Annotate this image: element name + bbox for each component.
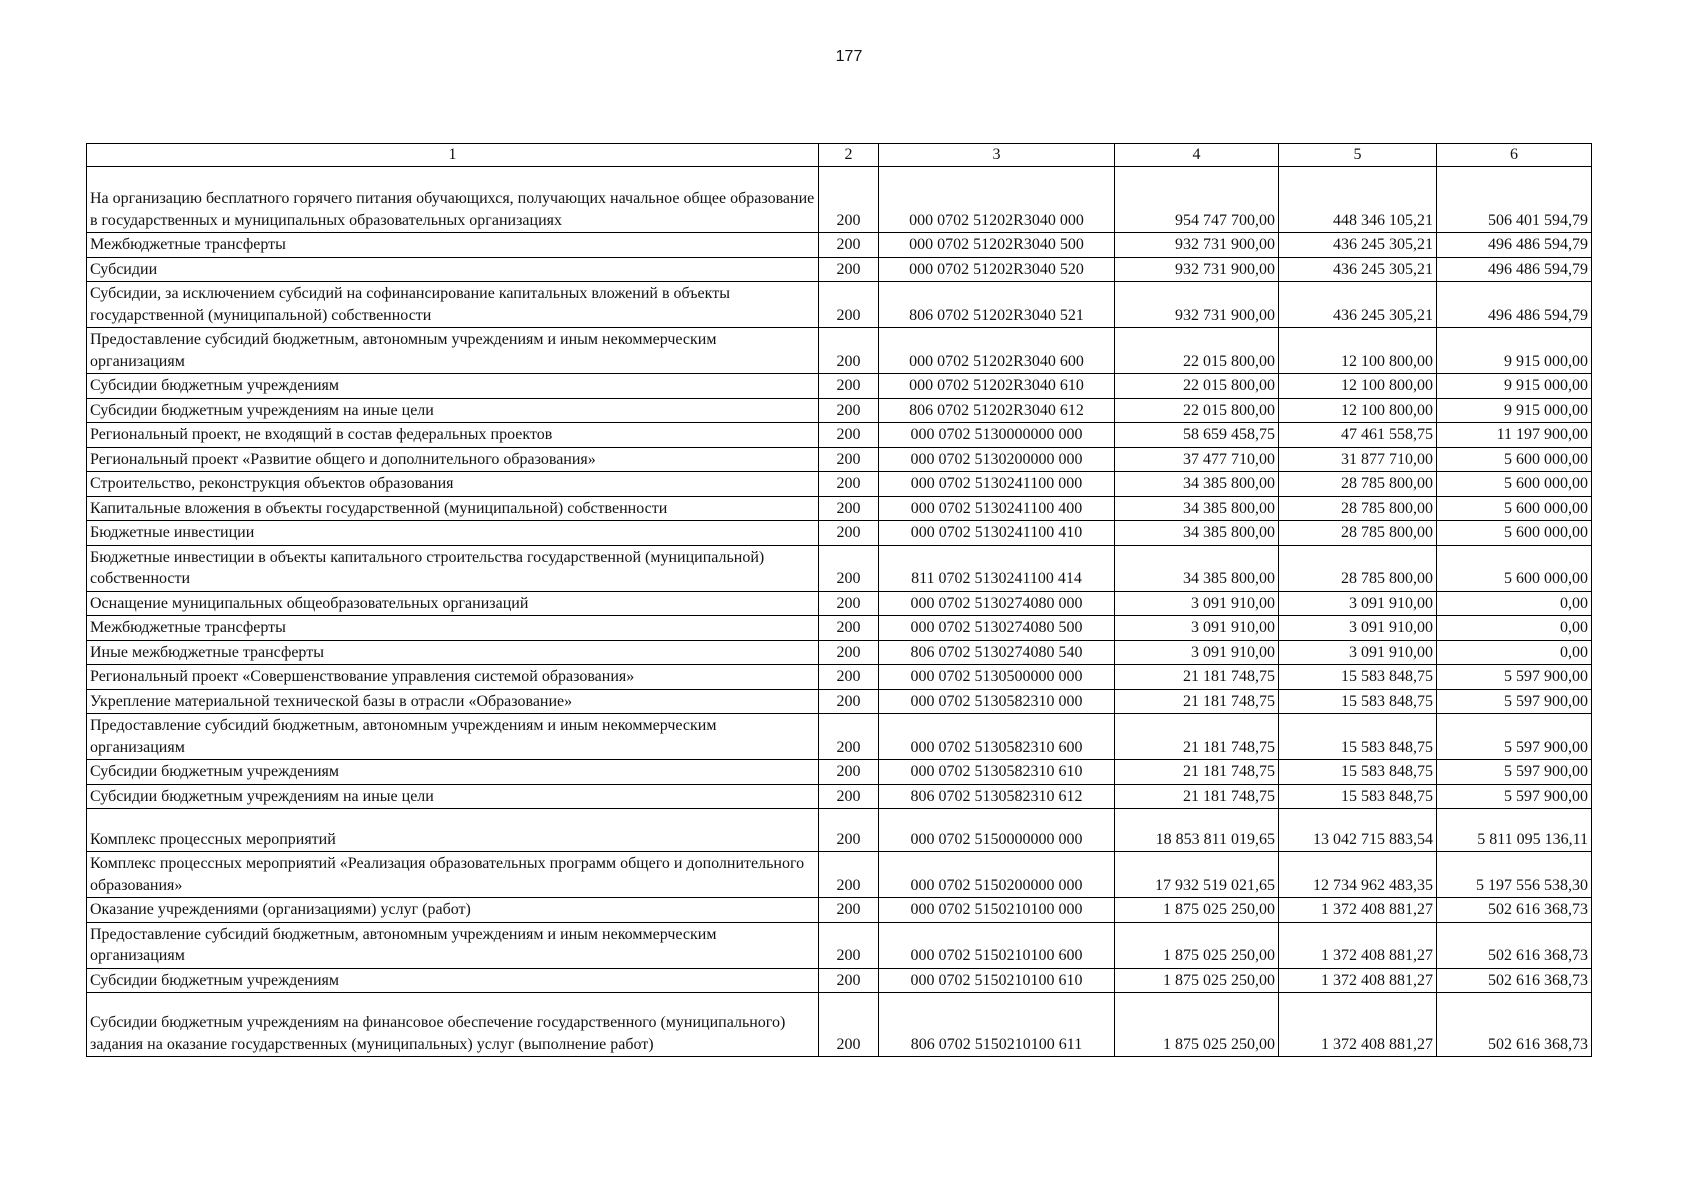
cell-name: Оказание учреждениями (организациями) услуг (работ) [87,898,819,923]
cell-c5: 15 583 848,75 [1279,760,1437,785]
table-row [87,665,1592,690]
cell-c6: 9 915 000,00 [1437,374,1592,399]
cell-code: 811 0702 5130241100 414 [879,545,1115,591]
cell-c6: 5 600 000,00 [1437,521,1592,546]
cell-c4: 932 731 900,00 [1115,233,1279,258]
table-row [87,374,1592,399]
cell-line: 200 [819,852,879,898]
cell-code: 000 0702 5130241100 410 [879,521,1115,546]
cell-name: Субсидии [87,257,819,282]
table-row [87,282,1592,328]
cell-c5: 31 877 710,00 [1279,447,1437,472]
cell-code: 000 0702 5130200000 000 [879,447,1115,472]
cell-line: 200 [819,282,879,328]
cell-c5: 1 372 408 881,27 [1279,968,1437,993]
cell-name: Субсидии, за исключением субсидий на софинансирование капитальных вложений в объекты государственной (муниципальной) собственности [87,282,819,328]
cell-c4: 1 875 025 250,00 [1115,898,1279,923]
cell-name: Иные межбюджетные трансферты [87,640,819,665]
cell-c4: 954 747 700,00 [1115,167,1279,233]
cell-line: 200 [819,447,879,472]
table-row [87,423,1592,448]
cell-c6: 5 597 900,00 [1437,714,1592,760]
budget-table [86,143,1592,1057]
cell-c5: 3 091 910,00 [1279,616,1437,641]
table-row [87,257,1592,282]
cell-code: 806 0702 5150210100 611 [879,993,1115,1057]
cell-c6: 0,00 [1437,616,1592,641]
cell-code: 000 0702 5130274080 000 [879,591,1115,616]
cell-code: 000 0702 51202R3040 500 [879,233,1115,258]
cell-line: 200 [819,640,879,665]
cell-code: 000 0702 5130582310 000 [879,689,1115,714]
cell-name: Межбюджетные трансферты [87,616,819,641]
cell-line: 200 [819,398,879,423]
cell-line: 200 [819,496,879,521]
cell-c4: 3 091 910,00 [1115,591,1279,616]
cell-name: Бюджетные инвестиции [87,521,819,546]
cell-c4: 22 015 800,00 [1115,398,1279,423]
cell-line: 200 [819,545,879,591]
table-row [87,521,1592,546]
cell-c4: 34 385 800,00 [1115,521,1279,546]
table-row [87,328,1592,374]
cell-c4: 34 385 800,00 [1115,472,1279,497]
cell-c4: 18 853 811 019,65 [1115,809,1279,852]
cell-line: 200 [819,521,879,546]
cell-name: Комплекс процессных мероприятий [87,809,819,852]
cell-name: Капитальные вложения в объекты государственной (муниципальной) собственности [87,496,819,521]
cell-code: 000 0702 5150000000 000 [879,809,1115,852]
cell-c4: 17 932 519 021,65 [1115,852,1279,898]
cell-code: 000 0702 51202R3040 000 [879,167,1115,233]
cell-c5: 436 245 305,21 [1279,233,1437,258]
cell-name: Предоставление субсидий бюджетным, автономным учреждениям и иным некоммерческим организациям [87,328,819,374]
cell-c6: 496 486 594,79 [1437,257,1592,282]
cell-c5: 12 100 800,00 [1279,328,1437,374]
cell-c5: 12 100 800,00 [1279,398,1437,423]
cell-c5: 28 785 800,00 [1279,472,1437,497]
table-row [87,898,1592,923]
table-row [87,968,1592,993]
cell-c5: 47 461 558,75 [1279,423,1437,448]
cell-name: Комплекс процессных мероприятий «Реализация образовательных программ общего и дополнительного образования» [87,852,819,898]
cell-line: 200 [819,167,879,233]
cell-line: 200 [819,257,879,282]
cell-code: 000 0702 5130241100 400 [879,496,1115,521]
cell-c6: 9 915 000,00 [1437,398,1592,423]
cell-name: Бюджетные инвестиции в объекты капитального строительства государственной (муниципальной) собственности [87,545,819,591]
cell-c6: 11 197 900,00 [1437,423,1592,448]
cell-line: 200 [819,591,879,616]
cell-code: 000 0702 5130274080 500 [879,616,1115,641]
cell-code: 000 0702 5130582310 600 [879,714,1115,760]
cell-c6: 5 600 000,00 [1437,447,1592,472]
cell-c6: 502 616 368,73 [1437,968,1592,993]
cell-c4: 22 015 800,00 [1115,374,1279,399]
cell-c6: 502 616 368,73 [1437,922,1592,968]
cell-name: Региональный проект «Развитие общего и дополнительного образования» [87,447,819,472]
cell-c6: 5 600 000,00 [1437,472,1592,497]
column-header: 6 [1437,144,1592,167]
cell-c6: 502 616 368,73 [1437,993,1592,1057]
cell-c5: 436 245 305,21 [1279,282,1437,328]
cell-name: Субсидии бюджетным учреждениям на иные цели [87,784,819,809]
cell-c6: 5 811 095 136,11 [1437,809,1592,852]
table-row [87,640,1592,665]
cell-line: 200 [819,689,879,714]
cell-c4: 1 875 025 250,00 [1115,968,1279,993]
cell-c4: 34 385 800,00 [1115,545,1279,591]
cell-code: 000 0702 5130000000 000 [879,423,1115,448]
cell-name: Субсидии бюджетным учреждениям на иные цели [87,398,819,423]
table-row [87,689,1592,714]
cell-c5: 12 100 800,00 [1279,374,1437,399]
cell-c6: 5 597 900,00 [1437,760,1592,785]
cell-c4: 21 181 748,75 [1115,784,1279,809]
table-row [87,993,1592,1057]
cell-c5: 436 245 305,21 [1279,257,1437,282]
cell-line: 200 [819,968,879,993]
cell-name: Региональный проект, не входящий в состав федеральных проектов [87,423,819,448]
cell-code: 000 0702 5130582310 610 [879,760,1115,785]
cell-c4: 22 015 800,00 [1115,328,1279,374]
table-row [87,545,1592,591]
cell-c4: 21 181 748,75 [1115,665,1279,690]
cell-c6: 496 486 594,79 [1437,233,1592,258]
table-row [87,167,1592,233]
cell-line: 200 [819,760,879,785]
cell-c4: 932 731 900,00 [1115,257,1279,282]
table-row [87,496,1592,521]
cell-c4: 21 181 748,75 [1115,714,1279,760]
header-row [87,144,1592,167]
cell-c6: 5 597 900,00 [1437,784,1592,809]
cell-code: 000 0702 51202R3040 600 [879,328,1115,374]
column-header: 4 [1115,144,1279,167]
column-header: 3 [879,144,1115,167]
cell-c6: 5 197 556 538,30 [1437,852,1592,898]
cell-c5: 13 042 715 883,54 [1279,809,1437,852]
table-row [87,472,1592,497]
table-row [87,233,1592,258]
page-number: 177 [835,48,863,65]
table-row [87,760,1592,785]
cell-c6: 0,00 [1437,591,1592,616]
cell-code: 806 0702 51202R3040 521 [879,282,1115,328]
cell-c6: 9 915 000,00 [1437,328,1592,374]
cell-code: 000 0702 5150210100 000 [879,898,1115,923]
column-header: 1 [87,144,819,167]
table-row [87,591,1592,616]
cell-c5: 15 583 848,75 [1279,689,1437,714]
cell-c4: 34 385 800,00 [1115,496,1279,521]
cell-code: 806 0702 5130274080 540 [879,640,1115,665]
cell-line: 200 [819,616,879,641]
table-row [87,447,1592,472]
cell-c4: 932 731 900,00 [1115,282,1279,328]
cell-c5: 15 583 848,75 [1279,714,1437,760]
table-row [87,714,1592,760]
cell-c5: 15 583 848,75 [1279,665,1437,690]
table-row [87,809,1592,852]
cell-c4: 58 659 458,75 [1115,423,1279,448]
cell-c6: 506 401 594,79 [1437,167,1592,233]
cell-name: Предоставление субсидий бюджетным, автономным учреждениям и иным некоммерческим организациям [87,714,819,760]
cell-name: Региональный проект «Совершенствование управления системой образования» [87,665,819,690]
cell-c5: 1 372 408 881,27 [1279,993,1437,1057]
cell-line: 200 [819,328,879,374]
cell-name: Строительство, реконструкция объектов образования [87,472,819,497]
cell-c5: 28 785 800,00 [1279,545,1437,591]
cell-c4: 3 091 910,00 [1115,640,1279,665]
table-row [87,852,1592,898]
column-header: 2 [819,144,879,167]
column-header: 5 [1279,144,1437,167]
cell-line: 200 [819,472,879,497]
cell-code: 806 0702 5130582310 612 [879,784,1115,809]
cell-c6: 5 597 900,00 [1437,689,1592,714]
cell-c6: 5 600 000,00 [1437,545,1592,591]
cell-c4: 1 875 025 250,00 [1115,922,1279,968]
cell-code: 000 0702 5130500000 000 [879,665,1115,690]
cell-name: Укрепление материальной технической базы в отрасли «Образование» [87,689,819,714]
cell-name: Субсидии бюджетным учреждениям [87,968,819,993]
cell-line: 200 [819,922,879,968]
cell-line: 200 [819,714,879,760]
cell-c5: 448 346 105,21 [1279,167,1437,233]
cell-c6: 502 616 368,73 [1437,898,1592,923]
table-row [87,922,1592,968]
cell-c4: 21 181 748,75 [1115,689,1279,714]
table-row [87,398,1592,423]
cell-c5: 3 091 910,00 [1279,640,1437,665]
cell-c4: 21 181 748,75 [1115,760,1279,785]
cell-name: Субсидии бюджетным учреждениям на финансовое обеспечение государственного (муниципального) задания на оказание государственных (муниципальных) услуг (выполнение работ) [87,993,819,1057]
cell-line: 200 [819,233,879,258]
cell-code: 000 0702 5150210100 600 [879,922,1115,968]
cell-code: 000 0702 5130241100 000 [879,472,1115,497]
cell-c5: 28 785 800,00 [1279,496,1437,521]
cell-c6: 5 597 900,00 [1437,665,1592,690]
cell-name: Субсидии бюджетным учреждениям [87,760,819,785]
cell-line: 200 [819,993,879,1057]
cell-c4: 37 477 710,00 [1115,447,1279,472]
cell-line: 200 [819,898,879,923]
table-row [87,784,1592,809]
cell-code: 000 0702 5150210100 610 [879,968,1115,993]
cell-c6: 0,00 [1437,640,1592,665]
cell-name: Межбюджетные трансферты [87,233,819,258]
cell-line: 200 [819,374,879,399]
cell-c5: 1 372 408 881,27 [1279,898,1437,923]
cell-code: 806 0702 51202R3040 612 [879,398,1115,423]
cell-c5: 12 734 962 483,35 [1279,852,1437,898]
cell-code: 000 0702 51202R3040 610 [879,374,1115,399]
cell-line: 200 [819,423,879,448]
cell-c4: 3 091 910,00 [1115,616,1279,641]
cell-c5: 3 091 910,00 [1279,591,1437,616]
cell-code: 000 0702 51202R3040 520 [879,257,1115,282]
cell-line: 200 [819,665,879,690]
cell-name: На организацию бесплатного горячего питания обучающихся, получающих начальное общее образование в государственных и муниципальных образовательных организациях [87,167,819,233]
cell-name: Субсидии бюджетным учреждениям [87,374,819,399]
cell-code: 000 0702 5150200000 000 [879,852,1115,898]
cell-c5: 28 785 800,00 [1279,521,1437,546]
cell-c5: 15 583 848,75 [1279,784,1437,809]
cell-c5: 1 372 408 881,27 [1279,922,1437,968]
cell-c6: 5 600 000,00 [1437,496,1592,521]
cell-c4: 1 875 025 250,00 [1115,993,1279,1057]
cell-name: Предоставление субсидий бюджетным, автономным учреждениям и иным некоммерческим организациям [87,922,819,968]
cell-line: 200 [819,809,879,852]
cell-name: Оснащение муниципальных общеобразовательных организаций [87,591,819,616]
cell-c6: 496 486 594,79 [1437,282,1592,328]
cell-line: 200 [819,784,879,809]
table-row [87,616,1592,641]
